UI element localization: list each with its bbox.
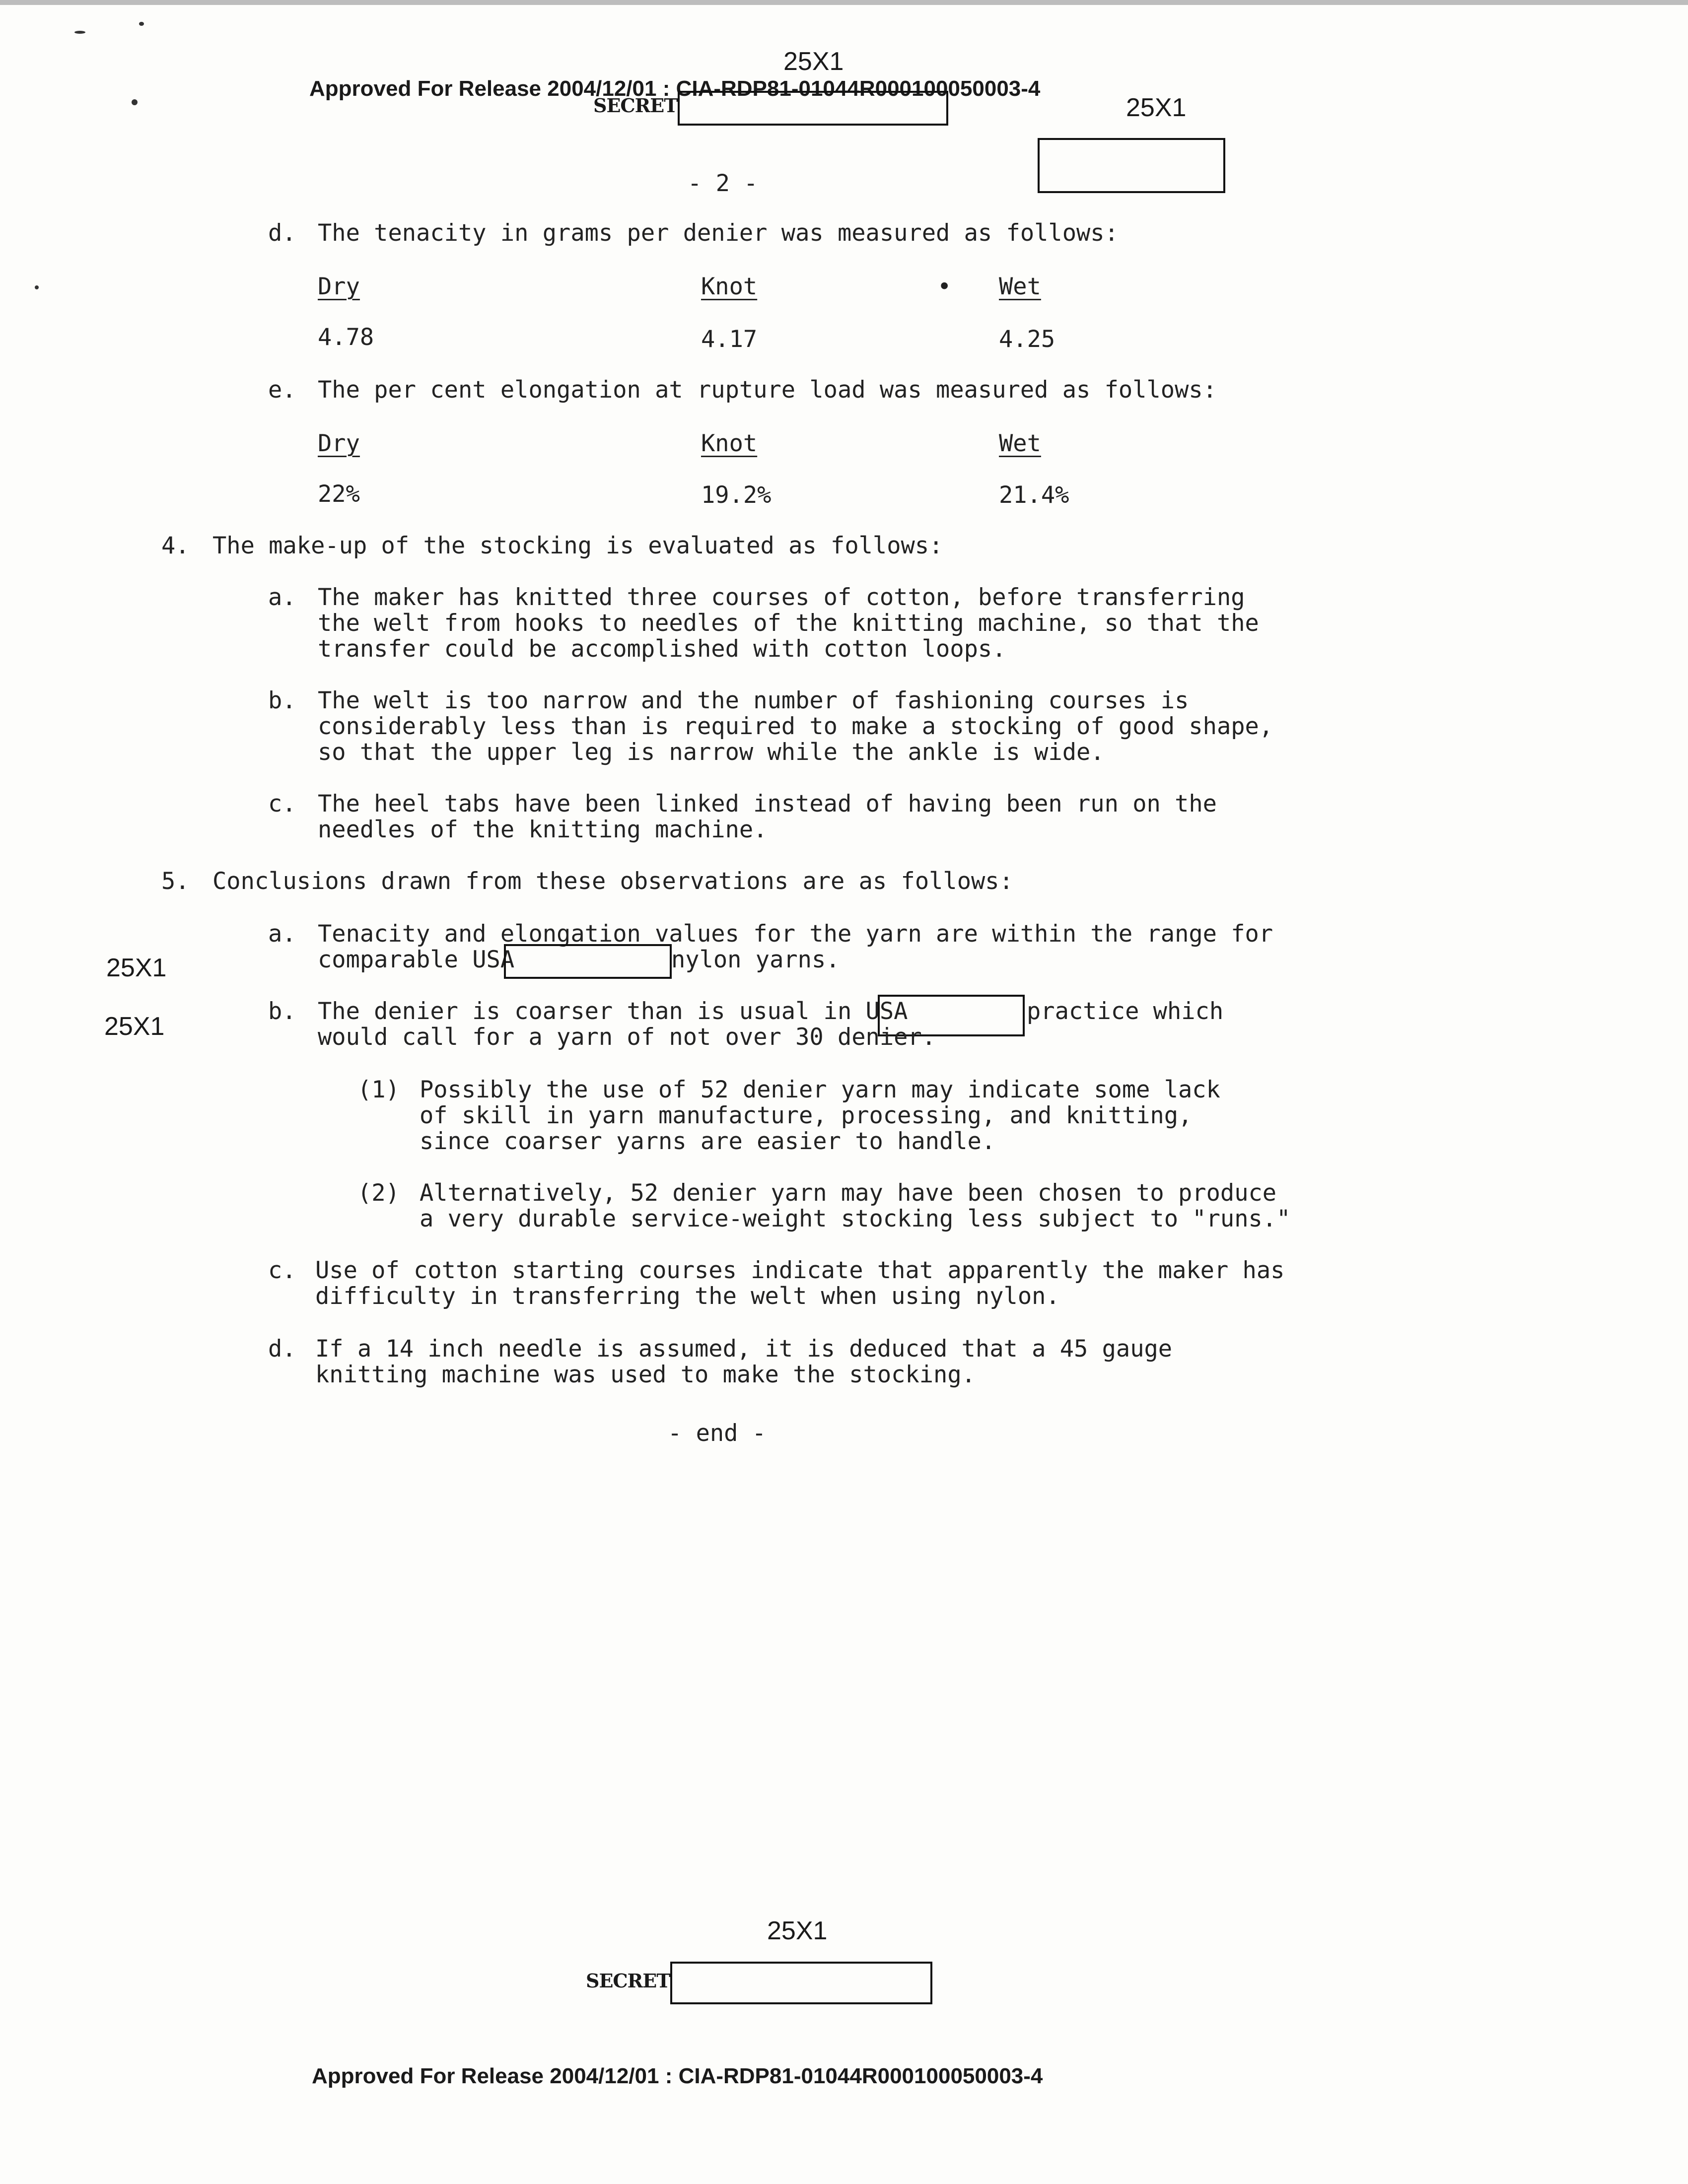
section-5c-label: c. (268, 1257, 296, 1284)
scan-speck (132, 99, 138, 105)
section-5b-label: b. (268, 998, 296, 1025)
header-code-right: 25X1 (1126, 93, 1187, 122)
tenacity-value-wet: 4.25 (999, 326, 1055, 353)
section-5a-line-post: nylon yarns. (671, 946, 840, 973)
tenacity-value-knot: 4.17 (701, 326, 758, 353)
item-e-text: The per cent elongation at rupture load was measured as follows: (318, 376, 1217, 404)
section-4a-line: the welt from hooks to needles of the knitting machine, so that the (318, 610, 1259, 637)
section-4b-line: considerably less than is required to make a stocking of good shape, (318, 713, 1273, 740)
tenacity-value-dry: 4.78 (318, 324, 374, 351)
section-5c-line: difficulty in transferring the welt when using nylon. (315, 1283, 1060, 1310)
header-redaction-box (678, 91, 948, 126)
header-code-top: 25X1 (783, 47, 844, 76)
section-5d-line: knitting machine was used to make the stocking. (315, 1361, 976, 1388)
footer-redaction-box (670, 1962, 932, 2004)
section-4b-line: The welt is too narrow and the number of fashioning courses is (318, 687, 1189, 714)
section-5-text: Conclusions drawn from these observations are as follows: (212, 868, 1013, 895)
section-5b2-line: Alternatively, 52 denier yarn may have been chosen to produce (420, 1179, 1277, 1207)
elongation-value-dry: 22% (318, 480, 360, 508)
scan-top-border (0, 0, 1688, 5)
item-e-label: e. (268, 376, 296, 404)
section-4b-line: so that the upper leg is narrow while the ankle is wide. (318, 739, 1105, 766)
section-5-number: 5. (161, 868, 190, 895)
section-4c-line: needles of the knitting machine. (318, 816, 768, 843)
end-mark: - end - (668, 1420, 767, 1447)
section-4-text: The make-up of the stocking is evaluated as follows: (212, 532, 943, 559)
margin-code-5a: 25X1 (106, 954, 167, 982)
section-5b-line-pre: The denier is coarser than is usual in USA (318, 998, 908, 1025)
section-4c-line: The heel tabs have been linked instead of having been run on the (318, 790, 1217, 818)
section-5a-redaction-box (504, 944, 672, 979)
section-5b2-label: (2) (357, 1179, 400, 1207)
elongation-header-wet: Wet (999, 430, 1041, 457)
item-d-label: d. (268, 219, 296, 247)
footer-code: 25X1 (767, 1916, 828, 1945)
section-4b-label: b. (268, 687, 296, 714)
section-5b-line: would call for a yarn of not over 30 denier. (318, 1024, 936, 1051)
section-5a-line-pre: comparable USA (318, 946, 515, 973)
elongation-header-dry: Dry (318, 430, 360, 457)
section-4-number: 4. (161, 532, 190, 559)
tenacity-header-wet: Wet (999, 273, 1041, 300)
section-5a-label: a. (268, 920, 296, 948)
scan-speck (74, 31, 85, 34)
section-5b-line-post: practice which (1027, 998, 1224, 1025)
footer-approved-line: Approved For Release 2004/12/01 : CIA-RDP81-01044R000100050003-4 (312, 2064, 1043, 2088)
section-5b1-label: (1) (357, 1076, 400, 1103)
elongation-value-wet: 21.4% (999, 481, 1069, 509)
elongation-value-knot: 19.2% (701, 481, 772, 509)
elongation-header-knot: Knot (701, 430, 758, 457)
item-d-text: The tenacity in grams per denier was measured as follows: (318, 219, 1119, 247)
section-5d-line: If a 14 inch needle is assumed, it is deduced that a 45 gauge (315, 1335, 1173, 1363)
section-4a-line: The maker has knitted three courses of cotton, before transferring (318, 584, 1245, 611)
section-4a-line: transfer could be accomplished with cotton loops. (318, 635, 1006, 663)
section-5a-line: Tenacity and elongation values for the yarn are within the range for (318, 920, 1273, 948)
scan-speck (35, 285, 39, 289)
section-4c-label: c. (268, 790, 296, 818)
scan-speck (139, 22, 144, 26)
tenacity-header-dry: Dry (318, 273, 360, 300)
tenacity-bullet: • (937, 273, 952, 300)
page-number: - 2 - (688, 170, 758, 197)
header-secret-label: SECRET (593, 94, 678, 117)
footer-secret-label: SECRET (586, 1970, 670, 1992)
tenacity-header-knot: Knot (701, 273, 758, 300)
section-5b1-line: since coarser yarns are easier to handle. (420, 1128, 996, 1155)
section-5b1-line: of skill in yarn manufacture, processing, and knitting, (420, 1102, 1193, 1129)
section-5b2-line: a very durable service-weight stocking less subject to "runs." (420, 1205, 1291, 1232)
section-4a-label: a. (268, 584, 296, 611)
margin-code-5b: 25X1 (104, 1012, 165, 1041)
header-approved-line: Approved For Release 2004/12/01 : CIA-RDP81-01044R000100050003-4 (309, 76, 1041, 101)
header-right-redaction-box (1038, 138, 1225, 193)
section-5d-label: d. (268, 1335, 296, 1363)
section-5b1-line: Possibly the use of 52 denier yarn may indicate some lack (420, 1076, 1220, 1103)
section-5c-line: Use of cotton starting courses indicate that apparently the maker has (315, 1257, 1285, 1284)
